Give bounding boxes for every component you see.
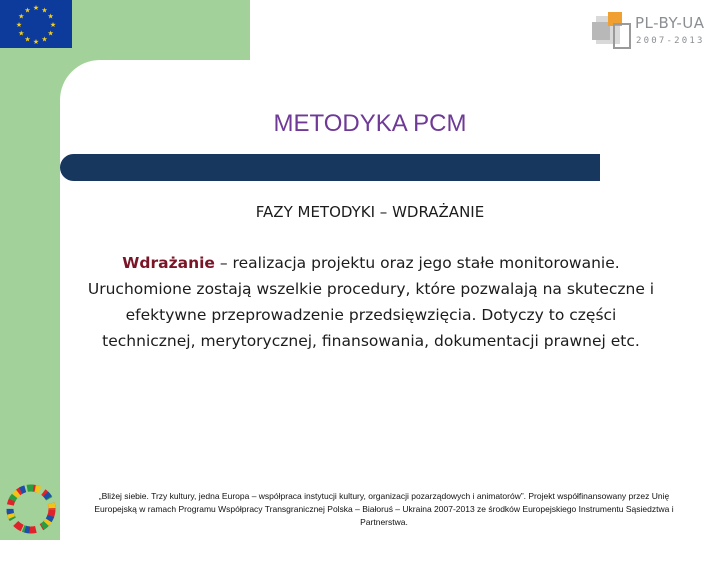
circle-flags-logo-icon xyxy=(4,482,58,536)
svg-text:★: ★ xyxy=(41,35,48,44)
svg-text:★: ★ xyxy=(18,12,25,21)
svg-text:★: ★ xyxy=(24,6,31,15)
svg-text:★: ★ xyxy=(18,29,25,38)
svg-text:★: ★ xyxy=(32,4,40,12)
body-definition: – realizacja projektu oraz jego stałe monitorowanie. Uruchomione zostają wszelkie procedury, które pozwalają na skuteczne i efektywne przeprowadzenie przedsięwzięcia. Dotyczy to części technicznej, merytorycznej, finansowania, dokumentacji prawnej etc. xyxy=(87,254,655,350)
svg-text:★: ★ xyxy=(24,35,31,44)
eu-flag-icon xyxy=(0,0,72,48)
svg-text:★: ★ xyxy=(32,38,40,46)
svg-text:★: ★ xyxy=(49,21,57,29)
svg-text:★: ★ xyxy=(47,29,54,38)
slide-title: METODYKA PCM xyxy=(273,110,467,137)
slide-subtitle: FAZY METODYKI – WDRAŻANIE xyxy=(255,203,485,221)
program-name: PL-BY-UA xyxy=(635,14,705,32)
body-paragraph xyxy=(82,250,660,354)
program-years: 2007-2013 xyxy=(636,36,705,46)
body-term: Wdrażanie xyxy=(122,254,215,272)
pl-by-ua-logo xyxy=(592,12,714,54)
title-divider-bar xyxy=(60,154,600,181)
svg-text:★: ★ xyxy=(41,6,48,15)
footer-note: „Bliżej siebie. Trzy kultury, jedna Europa – współpraca instytucji kultury, organizacji pozarządowych i animatorów”. Projekt współfinansowany przez Unię Europejską w ramach Programu Współpracy Transgranicznej Polska – Białoruś – Ukraina 2007-2013 ze środków Europejskiego Instrumentu Sąsiedztwa i Partnerstwa. xyxy=(94,491,674,527)
svg-text:★: ★ xyxy=(15,21,23,29)
pl-by-ua-logo-icon xyxy=(592,12,632,52)
svg-text:★: ★ xyxy=(47,12,54,21)
